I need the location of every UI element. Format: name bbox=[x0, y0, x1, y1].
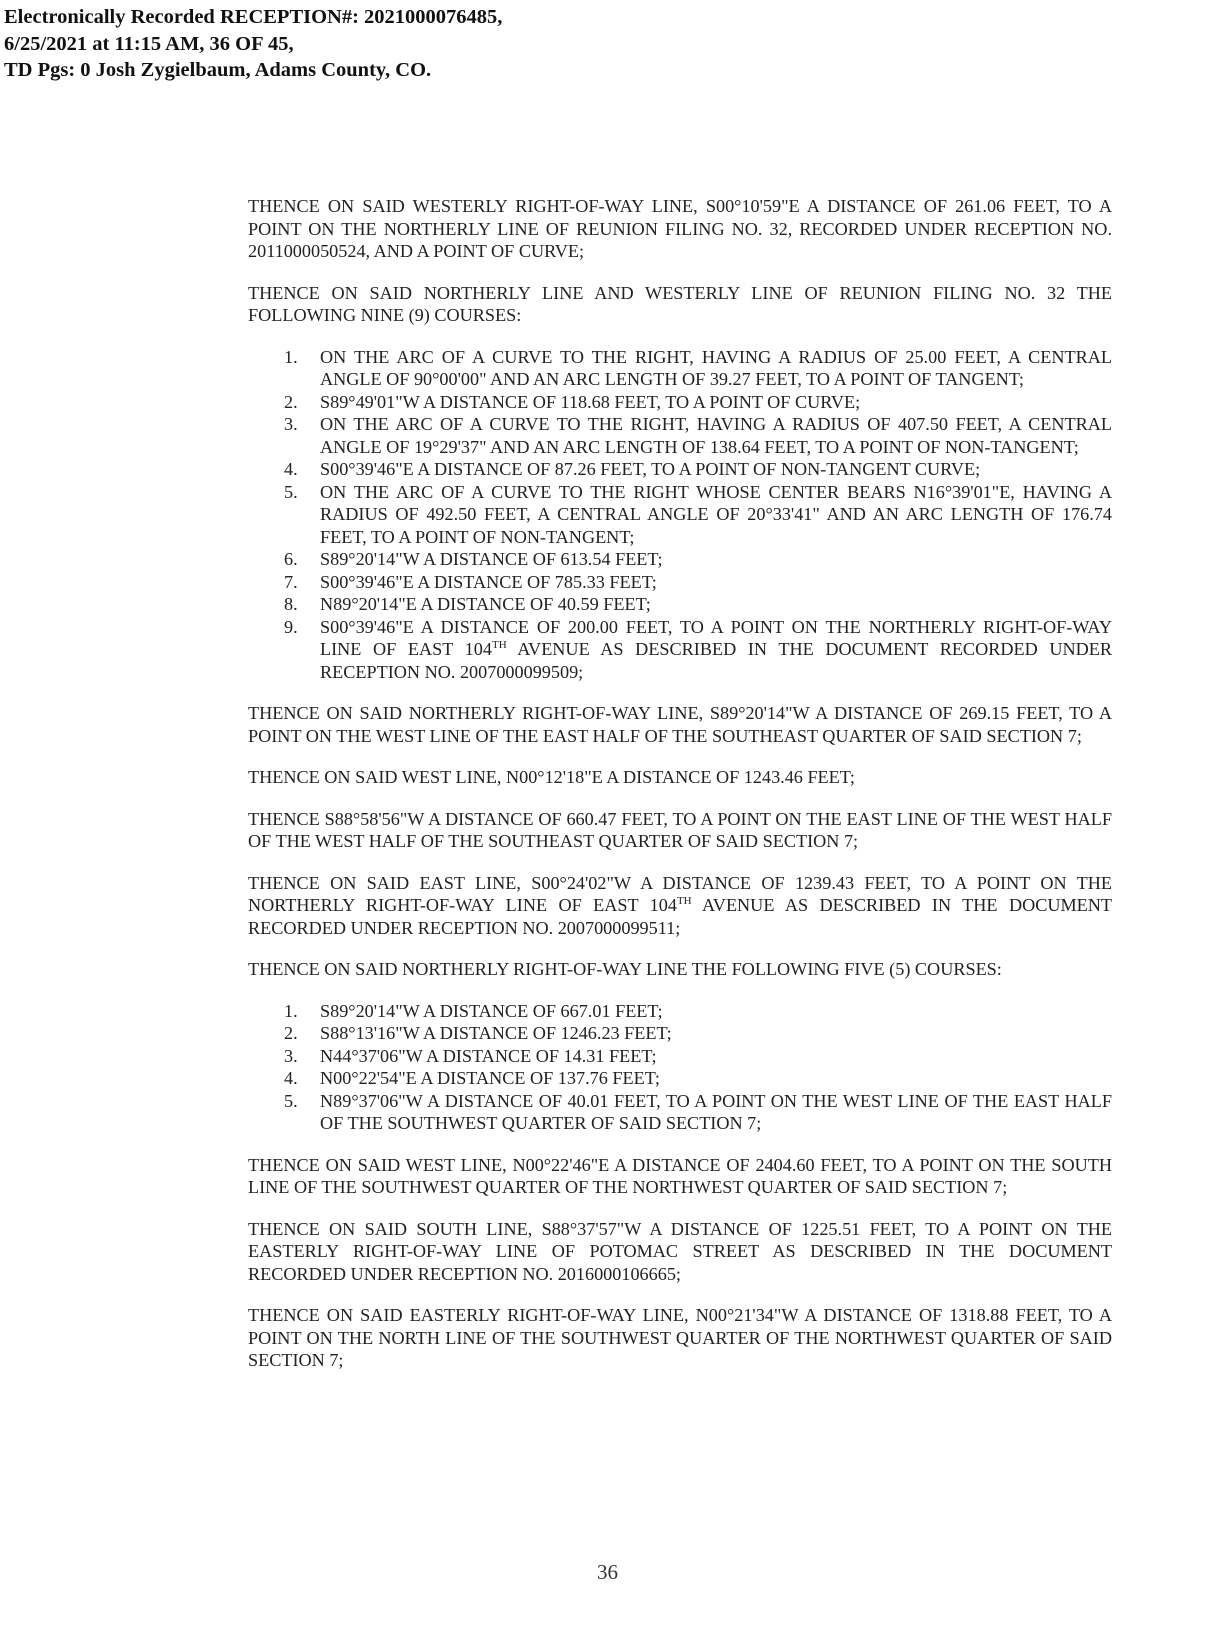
page-number: 36 bbox=[597, 1560, 618, 1584]
paragraph-4: THENCE ON SAID WEST LINE, N00°12'18"E A DISTANCE OF 1243.46 FEET; bbox=[248, 767, 855, 787]
paragraph-6 bbox=[248, 872, 1112, 940]
paragraph-5: THENCE S88°58'56"W A DISTANCE OF 660.47 FEET, TO A POINT ON THE EAST LINE OF THE WEST HALF OF THE WEST HALF OF THE SOUTHEAST QUARTER OF SAID SECTION 7; bbox=[248, 808, 1112, 851]
list-item-text-pre: S00°39'46"E A DISTANCE OF 200.00 FEET, TO A POINT ON THE NORTHERLY RIGHT-OF-WAY LINE OF EAST 104 bbox=[320, 616, 1112, 659]
list-number: 5. bbox=[284, 1090, 298, 1111]
list-number: 1. bbox=[284, 1000, 298, 1021]
list-item bbox=[248, 616, 1112, 684]
list-number: 5. bbox=[284, 481, 298, 502]
stamp-line-3: TD Pgs: 0 Josh Zygielbaum, Adams County, CO. bbox=[4, 59, 432, 81]
list-item bbox=[248, 458, 1112, 481]
list-number: 7. bbox=[284, 571, 298, 592]
list-item-text: S89°49'01"W A DISTANCE OF 118.68 FEET, TO A POINT OF CURVE; bbox=[320, 391, 861, 412]
list-item bbox=[248, 1045, 1112, 1068]
list-item-text: S89°20'14"W A DISTANCE OF 667.01 FEET; bbox=[320, 1000, 663, 1021]
stamp-line-1: Electronically Recorded RECEPTION#: 2021000076485, bbox=[4, 6, 503, 28]
courses-list-five bbox=[248, 1000, 1112, 1135]
legal-description bbox=[248, 195, 1112, 1391]
list-item-text: S00°39'46"E A DISTANCE OF 785.33 FEET; bbox=[320, 571, 657, 592]
list-item-text: ON THE ARC OF A CURVE TO THE RIGHT WHOSE CENTER BEARS N16°39'01"E, HAVING A RADIUS OF 492.50 FEET, A CENTRAL ANGLE OF 20°33'41" AND AN ARC LENGTH OF 176.74 FEET, TO A POINT OF NON-TANGENT; bbox=[320, 481, 1112, 547]
list-number: 4. bbox=[284, 1068, 298, 1088]
paragraph-3: THENCE ON SAID NORTHERLY RIGHT-OF-WAY LINE, S89°20'14"W A DISTANCE OF 269.15 FEET, TO A POINT ON THE WEST LINE OF THE EAST HALF OF THE SOUTHEAST QUARTER OF SAID SECTION 7; bbox=[248, 703, 1112, 746]
list-item-text-post: AVENUE AS DESCRIBED IN THE DOCUMENT RECORDED UNDER RECEPTION NO. 2007000099509; bbox=[320, 639, 1112, 682]
list-number: 3. bbox=[284, 414, 298, 434]
list-item-text: ON THE ARC OF A CURVE TO THE RIGHT, HAVING A RADIUS OF 25.00 FEET, A CENTRAL ANGLE OF 90°00'00" AND AN ARC LENGTH OF 39.27 FEET, TO A POINT OF TANGENT; bbox=[320, 346, 1112, 389]
paragraph-9: THENCE ON SAID SOUTH LINE, S88°37'57"W A DISTANCE OF 1225.51 FEET, TO A POINT ON THE EASTERLY RIGHT-OF-WAY LINE OF POTOMAC STREET AS DESCRIBED IN THE DOCUMENT RECORDED UNDER RECEPTION NO. 2016000106665; bbox=[248, 1218, 1112, 1284]
list-number: 1. bbox=[284, 346, 298, 367]
list-item bbox=[248, 1090, 1112, 1135]
list-item bbox=[248, 413, 1112, 458]
stamp-line-2: 6/25/2021 at 11:15 AM, 36 OF 45, bbox=[4, 32, 294, 55]
list-item-text: N89°37'06"W A DISTANCE OF 40.01 FEET, TO A POINT ON THE WEST LINE OF THE EAST HALF OF THE SOUTHWEST QUARTER OF SAID SECTION 7; bbox=[320, 1090, 1112, 1133]
paragraph-10: THENCE ON SAID EASTERLY RIGHT-OF-WAY LINE, N00°21'34"W A DISTANCE OF 1318.88 FEET, TO A POINT ON THE NORTH LINE OF THE SOUTHWEST QUARTER OF THE NORTHWEST QUARTER OF SAID SECTION 7; bbox=[248, 1305, 1112, 1370]
list-item-text: N44°37'06"W A DISTANCE OF 14.31 FEET; bbox=[320, 1045, 657, 1066]
list-item-text: N89°20'14"E A DISTANCE OF 40.59 FEET; bbox=[320, 594, 651, 614]
list-item bbox=[248, 346, 1112, 391]
list-item-text: S88°13'16"W A DISTANCE OF 1246.23 FEET; bbox=[320, 1023, 672, 1043]
list-number: 4. bbox=[284, 459, 298, 479]
list-number: 8. bbox=[284, 594, 298, 614]
list-number: 2. bbox=[284, 391, 298, 412]
list-item-text: S89°20'14"W A DISTANCE OF 613.54 FEET; bbox=[320, 549, 663, 569]
list-item-text: ON THE ARC OF A CURVE TO THE RIGHT, HAVING A RADIUS OF 407.50 FEET, A CENTRAL ANGLE OF 19°29'37" AND AN ARC LENGTH OF 138.64 FEET, TO A POINT OF NON-TANGENT; bbox=[320, 414, 1112, 457]
paragraph-2: THENCE ON SAID NORTHERLY LINE AND WESTERLY LINE OF REUNION FILING NO. 32 THE FOLLOWING NINE (9) COURSES: bbox=[248, 282, 1112, 325]
paragraph-8: THENCE ON SAID WEST LINE, N00°22'46"E A DISTANCE OF 2404.60 FEET, TO A POINT ON THE SOUTH LINE OF THE SOUTHWEST QUARTER OF THE NORTHWEST QUARTER OF SAID SECTION 7; bbox=[248, 1154, 1112, 1197]
list-item bbox=[248, 1067, 1112, 1090]
list-number: 9. bbox=[284, 616, 298, 637]
list-item bbox=[248, 481, 1112, 549]
list-item bbox=[248, 593, 1112, 616]
list-item bbox=[248, 548, 1112, 571]
list-item-text: N00°22'54"E A DISTANCE OF 137.76 FEET; bbox=[320, 1068, 660, 1088]
paragraph-7: THENCE ON SAID NORTHERLY RIGHT-OF-WAY LINE THE FOLLOWING FIVE (5) COURSES: bbox=[248, 959, 1002, 979]
recording-stamp bbox=[4, 4, 502, 84]
list-item bbox=[248, 1000, 1112, 1023]
list-number: 3. bbox=[284, 1045, 298, 1066]
ordinal-suffix: TH bbox=[491, 638, 507, 651]
ordinal-suffix: TH bbox=[676, 894, 692, 907]
list-item bbox=[248, 1022, 1112, 1045]
paragraph-6-pre: THENCE ON SAID EAST LINE, S00°24'02"W A DISTANCE OF 1239.43 FEET, TO A POINT ON THE NORTHERLY RIGHT-OF-WAY LINE OF EAST 104 bbox=[248, 872, 1112, 915]
list-number: 2. bbox=[284, 1023, 298, 1043]
list-item-text: S00°39'46"E A DISTANCE OF 87.26 FEET, TO A POINT OF NON-TANGENT CURVE; bbox=[320, 459, 981, 479]
courses-list-nine bbox=[248, 346, 1112, 684]
list-item bbox=[248, 571, 1112, 594]
paragraph-1: THENCE ON SAID WESTERLY RIGHT-OF-WAY LINE, S00°10'59"E A DISTANCE OF 261.06 FEET, TO A POINT ON THE NORTHERLY LINE OF REUNION FILING NO. 32, RECORDED UNDER RECEPTION NO. 2011000050524, AND A POINT OF CURVE; bbox=[248, 196, 1112, 261]
list-number: 6. bbox=[284, 549, 298, 569]
paragraph-6-post: AVENUE AS DESCRIBED IN THE DOCUMENT RECORDED UNDER RECEPTION NO. 2007000099511; bbox=[248, 895, 1112, 938]
list-item bbox=[248, 391, 1112, 414]
